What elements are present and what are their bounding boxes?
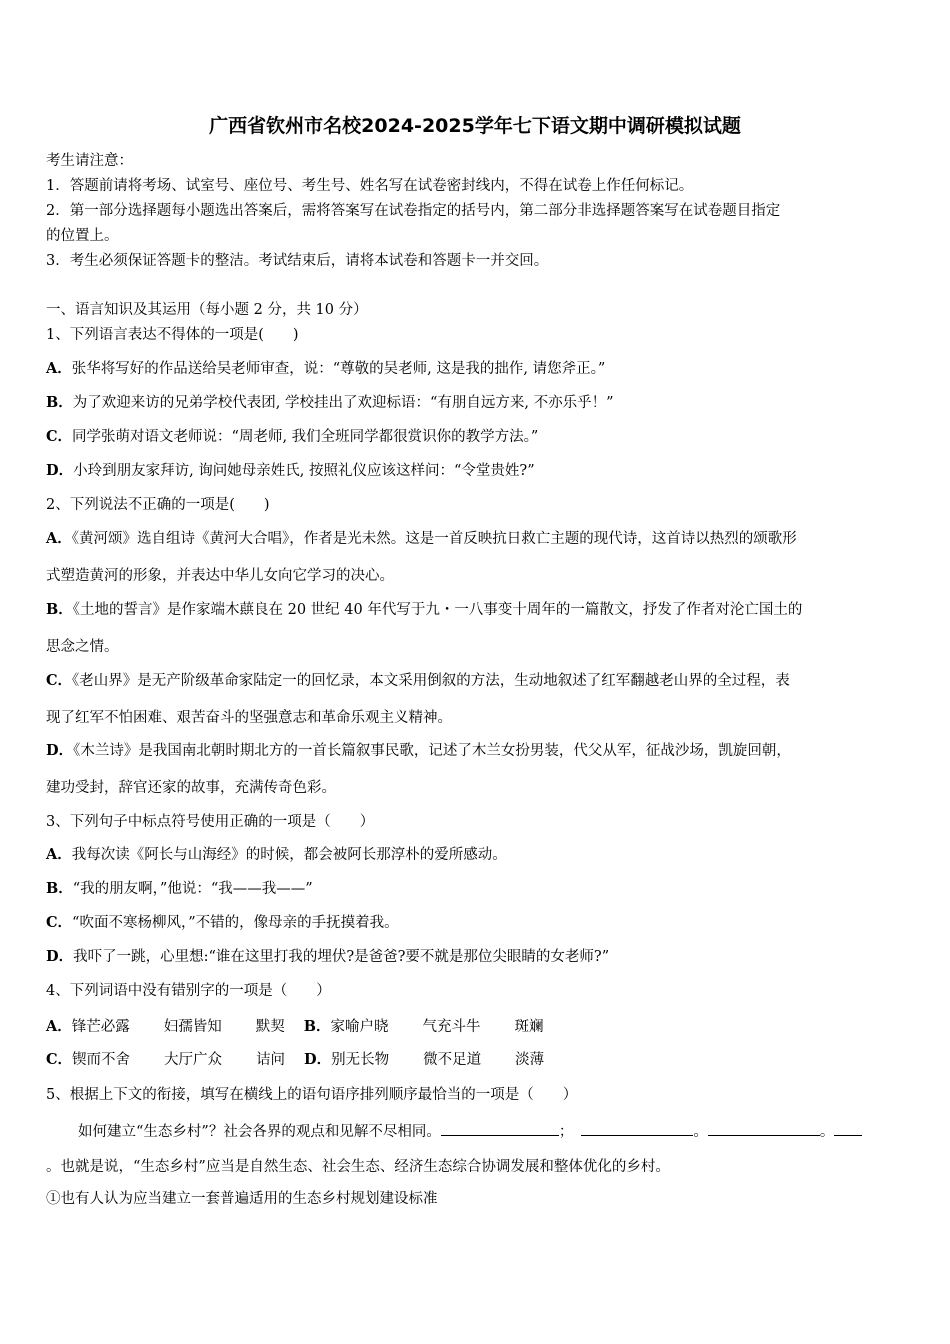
q5-passage: 如何建立“生态乡村”？社会各界的观点和见解不尽相同。 ； 。 。 — [78, 1121, 862, 1142]
q3-option-b: B．“我的朋友啊，”他说：“我——我——” — [46, 880, 313, 897]
notice-item-1: 1．答题前请将考场、试室号、座位号、考生号、姓名写在试卷密封线内，不得在试卷上作任何标记。 — [46, 178, 694, 194]
q4-row-2: C．锲而不舍 大厅广众 诘问 D．别无长物 微不足道 淡薄 — [46, 1051, 545, 1068]
q5-item-1: ①也有人认为应当建立一套普遍适用的生态乡村规划建设标准 — [46, 1191, 438, 1207]
q2-option-b: B．《土地的誓言》是作家端木蕻良在 20 世纪 40 年代写于九・一八事变十周年的一篇散文，抒发了作者对沦亡国土的 — [46, 601, 803, 618]
q3-option-a: A．我每次读《阿长与山海经》的时候，都会被阿长那淳朴的爱所感动。 — [46, 846, 507, 863]
q3-option-c: C．“吹面不寒杨柳风，”不错的，像母亲的手抚摸着我。 — [46, 914, 399, 931]
q5-stem: 5、根据上下文的衔接，填写在横线上的语句语序排列顺序最恰当的一项是（ ） — [46, 1087, 578, 1103]
page-title: 广西省钦州市名校2024-2025学年七下语文期中调研模拟试题 — [209, 115, 741, 137]
q5-blank-1[interactable] — [441, 1121, 559, 1136]
q5-blank-2[interactable] — [581, 1121, 693, 1136]
notice-item-3: 3．考生必须保证答题卡的整洁。考试结束后，请将本试卷和答题卡一并交回。 — [46, 253, 549, 269]
q1-option-b: B．为了欢迎来访的兄弟学校代表团, 学校挂出了欢迎标语：“有朋自远方来, 不亦乐乎！” — [46, 394, 614, 411]
q4-stem: 4、下列词语中没有错别字的一项是（ ） — [46, 983, 331, 999]
notice-item-2: 2．第一部分选择题每小题选出答案后，需将答案写在试卷指定的括号内，第二部分非选择题答案写在试卷题目指定 — [46, 203, 781, 219]
q2-option-a: A．《黄河颂》选自组诗《黄河大合唱》，作者是光未然。这是一首反映抗日救亡主题的现代诗，这首诗以热烈的颂歌形 — [46, 530, 797, 547]
notice-item-2-cont: 的位置上。 — [46, 228, 119, 244]
q5-passage-end: 。也就是说，“生态乡村”应当是自然生态、社会生态、经济生态综合协调发展和整体优化的乡村。 — [46, 1159, 670, 1175]
q1-option-c: C．同学张萌对语文老师说：“周老师, 我们全班同学都很赏识你的教学方法。” — [46, 428, 539, 445]
q2-option-c-cont: 现了红军不怕困难、艰苦奋斗的坚强意志和革命乐观主义精神。 — [46, 710, 452, 726]
q2-option-d-cont: 建功受封，辞官还家的故事，充满传奇色彩。 — [46, 780, 336, 796]
q2-option-b-cont: 思念之情。 — [46, 639, 119, 655]
q5-blank-3[interactable] — [708, 1121, 820, 1136]
section-heading: 一、语言知识及其运用（每小题 2 分，共 10 分） — [46, 302, 368, 318]
q1-option-d: D．小玲到朋友家拜访, 询问她母亲姓氏, 按照礼仪应该这样问：“令堂贵姓?” — [46, 462, 535, 479]
notice-heading: 考生请注意： — [46, 153, 133, 169]
q1-stem: 1、下列语言表达不得体的一项是( ) — [46, 327, 299, 343]
q3-option-d: D．我吓了一跳，心里想:“谁在这里打我的埋伏?是爸爸?要不就是那位尖眼睛的女老师?” — [46, 948, 610, 965]
q2-option-d: D．《木兰诗》是我国南北朝时期北方的一首长篇叙事民歌，记述了木兰女扮男装，代父从军，征战沙场，凯旋回朝， — [46, 742, 791, 759]
q1-option-a: A．张华将写好的作品送给吴老师审查，说：“尊敬的吴老师, 这是我的拙作, 请您斧正。” — [46, 360, 606, 377]
q2-stem: 2、下列说法不正确的一项是( ) — [46, 497, 270, 513]
q2-option-c: C．《老山界》是无产阶级革命家陆定一的回忆录，本文采用倒叙的方法，生动地叙述了红军翻越老山界的全过程，表 — [46, 672, 790, 689]
q5-blank-4[interactable] — [834, 1121, 862, 1136]
q4-row-1: A．锋芒必露 妇孺皆知 默契 B．家喻户晓 气充斗牛 斑斓 — [46, 1018, 544, 1035]
q2-option-a-cont: 式塑造黄河的形象，并表达中华儿女向它学习的决心。 — [46, 568, 394, 584]
q3-stem: 3、下列句子中标点符号使用正确的一项是（ ） — [46, 814, 375, 830]
